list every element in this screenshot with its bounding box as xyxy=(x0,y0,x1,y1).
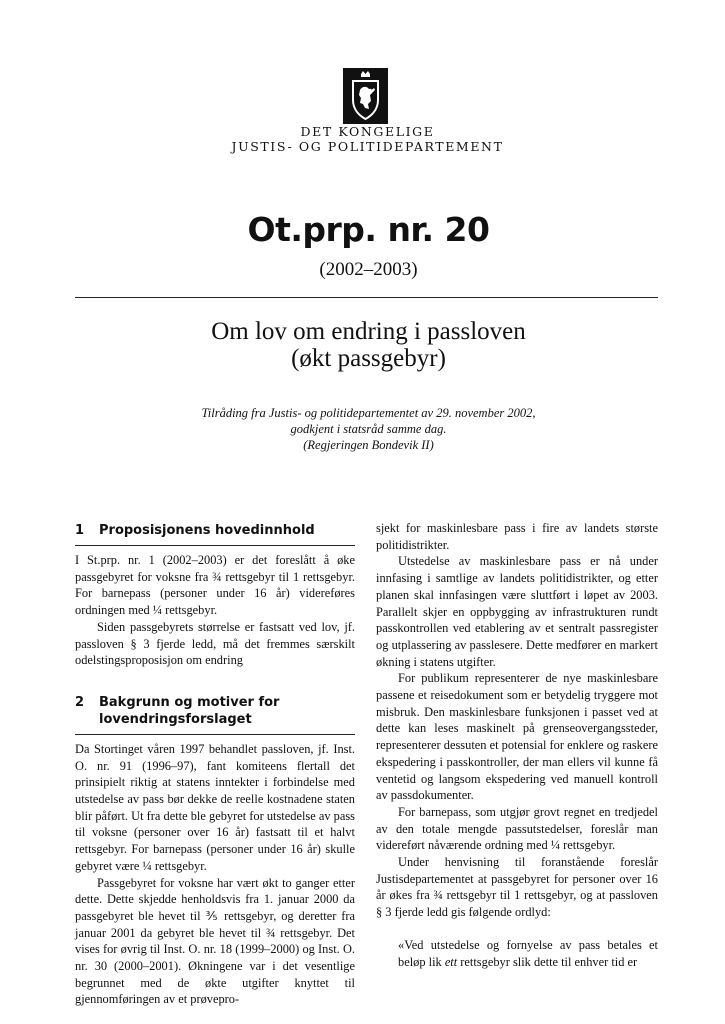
section-1-heading xyxy=(75,522,355,546)
section-title: Proposisjonens hovedinnhold xyxy=(99,523,315,538)
right-column xyxy=(376,520,658,970)
paragraph: Siden passgebyrets størrelse er fastsatt ved lov, jf. passloven § 3 fjerde ledd, må det fremmes særskilt odelstingsproposisjon om endring xyxy=(75,619,355,668)
ministry-name-line1: DET KONGELIGE xyxy=(300,124,435,139)
law-text-quote xyxy=(376,937,658,970)
section-title: Bakgrunn og motiver for lovendringsforslaget xyxy=(99,694,280,727)
session-year: (2002–2003) xyxy=(319,259,418,280)
quote-paragraph xyxy=(398,937,658,970)
quote-emphasis: ett xyxy=(444,954,458,969)
paragraph: Da Stortinget våren 1997 behandlet passloven, jf. Inst. O. nr. 91 (1996–97), fant komiteens flertall det prinsipielt riktig at statens inntekter i forbindelse med utstedelse av pass bør dekke de reelle kostnadene staten blir påført. Ut fra dette ble gebyret for utstedelse av pass til voksne (personer over 16 år) fastsatt til et halvt rettsgebyr. For barnepass (personer under 16 år) skulle gebyret være ¼ rettsgebyr. xyxy=(75,741,355,873)
recommendation-line1: Tilråding fra Justis- og politidepartementet av 29. november 2002, xyxy=(201,406,536,420)
paragraph: For barnepass, som utgjør grovt regnet en tredjedel av den totale mengde passutstedelser, foreslår man videreført nåværende ordning med ¼ rettsgebyr. xyxy=(376,804,658,853)
quote-text: «Ved utstedelse og fornyelse av pass betales et beløp lik xyxy=(398,937,658,969)
paragraph: sjekt for maskinlesbare pass i fire av landets største politidistrikter. xyxy=(376,521,658,552)
paragraph: Utstedelse av maskinlesbare pass er nå under innfasing i samtlige av landets politidistrikter, og etter planen skal innfasingen være sluttført i løpet av 2003. Parallelt skjer en oppbygging av infrastrukturen rundt passkontrollen ved etablering av et sentralt passregister og utplassering av passlesere. Dette medfører en markert økning i statens utgifter. xyxy=(376,554,658,669)
section-number: 2 xyxy=(75,694,85,710)
recommendation-line2: godkjent i statsråd samme dag. xyxy=(290,422,447,436)
title-divider xyxy=(75,297,658,298)
paragraph: I St.prp. nr. 1 (2002–2003) er det foreslått å øke passgebyret for voksne fra ¾ rettsgebyr til 1 rettsgebyr. For barnepass (personer under 16 år) videreføres ordningen med ¼ rettsgebyr. xyxy=(75,553,355,618)
section-2-heading xyxy=(75,694,355,735)
coat-of-arms-logo xyxy=(343,68,388,124)
paragraph: Passgebyret for voksne har vært økt to ganger etter dette. Dette skjedde henholdsvis fra 1. januar 2000 da passgebyret ble hevet til ⅗ rettsgebyr, og deretter fra januar 2001 da gebyret ble hevet til ¾ rettsgebyr. Det vises for øvrig til Inst. O. nr. 18 (1999–2000) og Inst. O. nr. 30 (2000–2001). Økningene var i det vesentlige begrunnet med de økte utgifter knyttet til gjennomføringen av et prøvepro- xyxy=(75,875,355,1007)
subtitle-line1: Om lov om endring i passloven xyxy=(211,318,526,345)
quote-text: rettsgebyr slik dette til enhver tid er xyxy=(457,954,638,969)
paragraph: Under henvisning til foranstående foreslår Justisdepartementet at passgebyret for personer over 16 år økes fra ¾ rettsgebyr til 1 rettsgebyr, og at passloven § 3 fjerde ledd gis følgende ordlyd: xyxy=(376,855,658,920)
paragraph: For publikum representerer de nye maskinlesbare passene et reisedokument som er betydelig tryggere mot misbruk. Den maskinlesbare funksjonen i passet ved at dette kan leses maskinelt på grenseovergangssteder, representerer dessuten et potensial for enklere og raskere ekspedering i passkontroller, der man ellers vil kunne få ventetid og langsom ekspedering ved manuell kontroll av passdokumenter. xyxy=(376,671,658,803)
recommendation-line3: (Regjeringen Bondevik II) xyxy=(303,438,434,452)
subtitle-line2: (økt passgebyr) xyxy=(291,345,446,372)
ministry-name-line2: JUSTIS- OG POLITIDEPARTEMENT xyxy=(231,139,504,154)
document-title: Ot.prp. nr. 20 xyxy=(247,210,490,249)
lion-crest-icon xyxy=(343,68,388,124)
section-number: 1 xyxy=(75,523,85,538)
left-column xyxy=(75,520,355,1008)
